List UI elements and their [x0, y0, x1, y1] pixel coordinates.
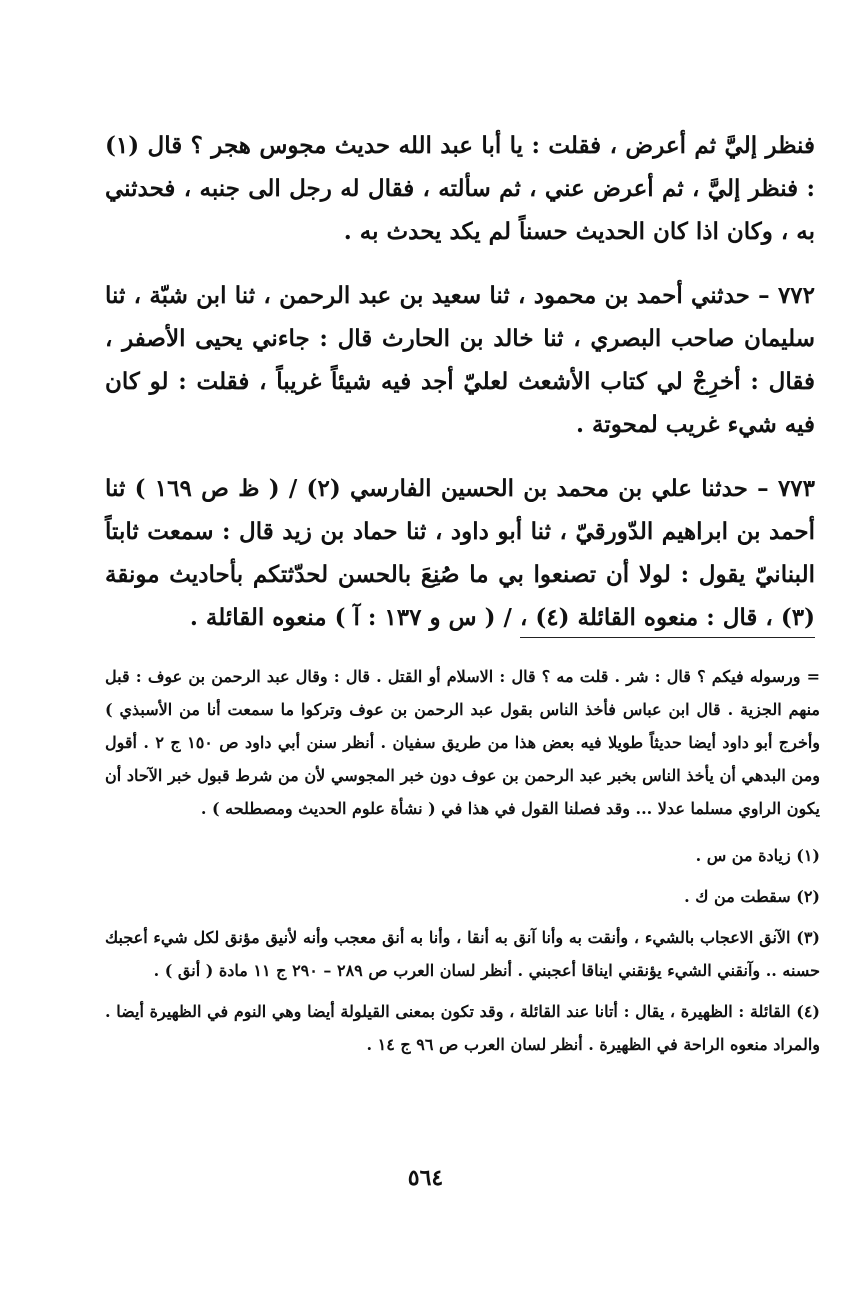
page-number: ٥٦٤ — [407, 1165, 444, 1191]
footnote-3: (٣) الآنق الاعجاب بالشيء ، وأنقت به وأنا آنق به أنقا ، وأنا به أنق معجب وأنه لأنيق مؤنق لكل شيء أعجبك حسنه .. وآنقني الشيء يؤنقني ايناقا أعجبني . أنظر لسان العرب ص ٢٨٩ – ٢٩٠ ج ١١ مادة ( أنق ) . — [105, 928, 820, 980]
paragraph-hadith-773: ٧٧٣ – حدثنا علي بن محمد بن الحسين الفارسي (٢) / ( ظ ص ١٦٩ ) ثنا أحمد بن ابراهيم الدّورقيّ ، ثنا أبو داود ، ثنا حماد بن زيد قال : سمعت ثابتاً البنانيّ يقول : لولا أن تصنعوا بي ما صُنِعَ بالحسن لحدّثتكم بأحاديث مونقة (٣) ، قال : منعوه القائلة (٤) ، / ( س و ١٣٧ : آ ) منعوه القائلة . — [105, 475, 816, 631]
footnote-2: (٢) سقطت من ك . — [684, 887, 820, 906]
paragraph-continuation: فنظر إليَّ ثم أعرض ، فقلت : يا أبا عبد الله حديث مجوس هجر ؟ قال (١) : فنظر إليَّ ، ثم أعرض عني ، ثم سألته ، فقال له رجل الى جنبه ، فحدثني به ، وكان اذا كان الحديث حسناً لم يكد يحدث به . — [105, 132, 815, 245]
footnotes — [105, 660, 820, 1069]
footnote-divider — [520, 637, 815, 638]
main-text — [105, 124, 815, 660]
footnote-1: (١) زيادة من س . — [695, 846, 820, 865]
footnote-4: (٤) القائلة : الظهيرة ، يقال : أتانا عند القائلة ، وقد تكون بمعنى القيلولة أيضا وهي النوم في الظهيرة أيضا . والمراد منعوه الراحة في الظهيرة . أنظر لسان العرب ص ٩٦ ج ١٤ . — [105, 1002, 820, 1054]
footnote-continuation: = ورسوله فيكم ؟ قال : شر . قلت مه ؟ قال : الاسلام أو القتل . قال : وقال عبد الرحمن بن عوف : قبل منهم الجزية . قال ابن عباس فأخذ الناس بقول عبد الرحمن بن عوف وتركوا ما سمعت أنا من الأسبذي ) وأخرج أبو داود أيضا حديثاً طويلا فيه بعض هذا من طريق سفيان . أنظر سنن أبي داود ص ١٥٠ ج ٢ . أقول ومن البدهي أن يأخذ الناس بخبر عبد الرحمن بن عوف دون خبر المجوسي لأن من شرط قبول خبر الآحاد أن يكون الراوي مسلما عدلا ... وقد فصلنا القول في هذا في ( نشأة علوم الحديث ومصطلحه ) . — [105, 667, 821, 818]
paragraph-hadith-772: ٧٧٢ – حدثني أحمد بن محمود ، ثنا سعيد بن عبد الرحمن ، ثنا ابن شبّة ، ثنا سليمان صاحب البصري ، ثنا خالد بن الحارث قال : جاءني يحيى الأصفر ، فقال : أخرِجْ لي كتاب الأشعث لعليّ أجد فيه شيئاً غريباً ، فقلت : لو كان فيه شيء غريب لمحوتة . — [105, 282, 815, 438]
